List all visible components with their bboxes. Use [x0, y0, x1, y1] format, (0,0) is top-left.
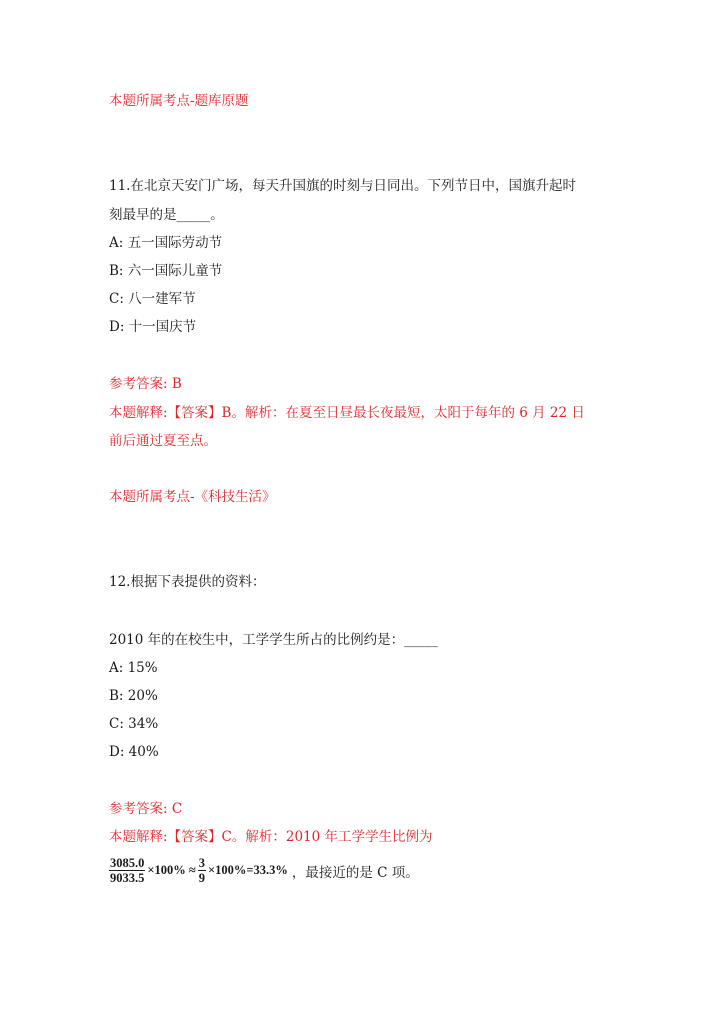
formula-operator-1: ×100% ≈ [147, 863, 196, 877]
question-12-answer: 参考答案: C [109, 801, 183, 817]
question-11-option-d: D: 十一国庆节 [109, 319, 197, 335]
question-11-stem-line1: 11.在北京天安门广场，每天升国旗的时刻与日同出。下列节日中，国旗升起时 [109, 178, 576, 194]
question-12-option-c: C: 34% [109, 716, 159, 732]
formula-conclusion: ，最接近的是 C 项。 [291, 864, 419, 881]
formula-fraction-1 [109, 856, 145, 885]
question-11-explanation-line1: 本题解释:【答案】B。解析：在夏至日昼最长夜最短，太阳于每年的 6 月 22 日 [109, 405, 585, 421]
question-12-explanation: 本题解释:【答案】C。解析：2010 年工学学生比例为 [109, 829, 433, 845]
fraction-1-denominator: 9033.5 [110, 871, 145, 885]
question-12-option-b: B: 20% [109, 688, 158, 704]
question-11-answer: 参考答案: B [109, 376, 182, 392]
question-12-stem: 12.根据下表提供的资料： [109, 574, 266, 590]
question-11-option-b: B: 六一国际儿童节 [109, 263, 223, 279]
question-12-formula [109, 856, 419, 885]
fraction-2-numerator: 3 [198, 856, 205, 870]
formula-operator-2: ×100%=33.3% [207, 863, 288, 877]
question-12-option-d: D: 40% [109, 744, 159, 760]
question-11-option-a: A: 五一国际劳动节 [109, 235, 223, 251]
question-11-topic-label: 本题所属考点-《科技生活》 [109, 489, 276, 505]
question-11-explanation-line2: 前后通过夏至点。 [109, 433, 217, 449]
fraction-1-numerator: 3085.0 [110, 856, 145, 870]
question-12-question: 2010 年的在校生中，工学学生所占的比例约是：_____ [109, 632, 438, 648]
topic-label: 本题所属考点-题库原题 [109, 93, 249, 109]
fraction-2-denominator: 9 [198, 871, 205, 885]
question-11-option-c: C: 八一建军节 [109, 291, 196, 307]
formula-fraction-2 [198, 856, 206, 885]
question-11-stem-line2: 刻最早的是_____。 [109, 207, 224, 223]
question-12-option-a: A: 15% [109, 660, 158, 676]
